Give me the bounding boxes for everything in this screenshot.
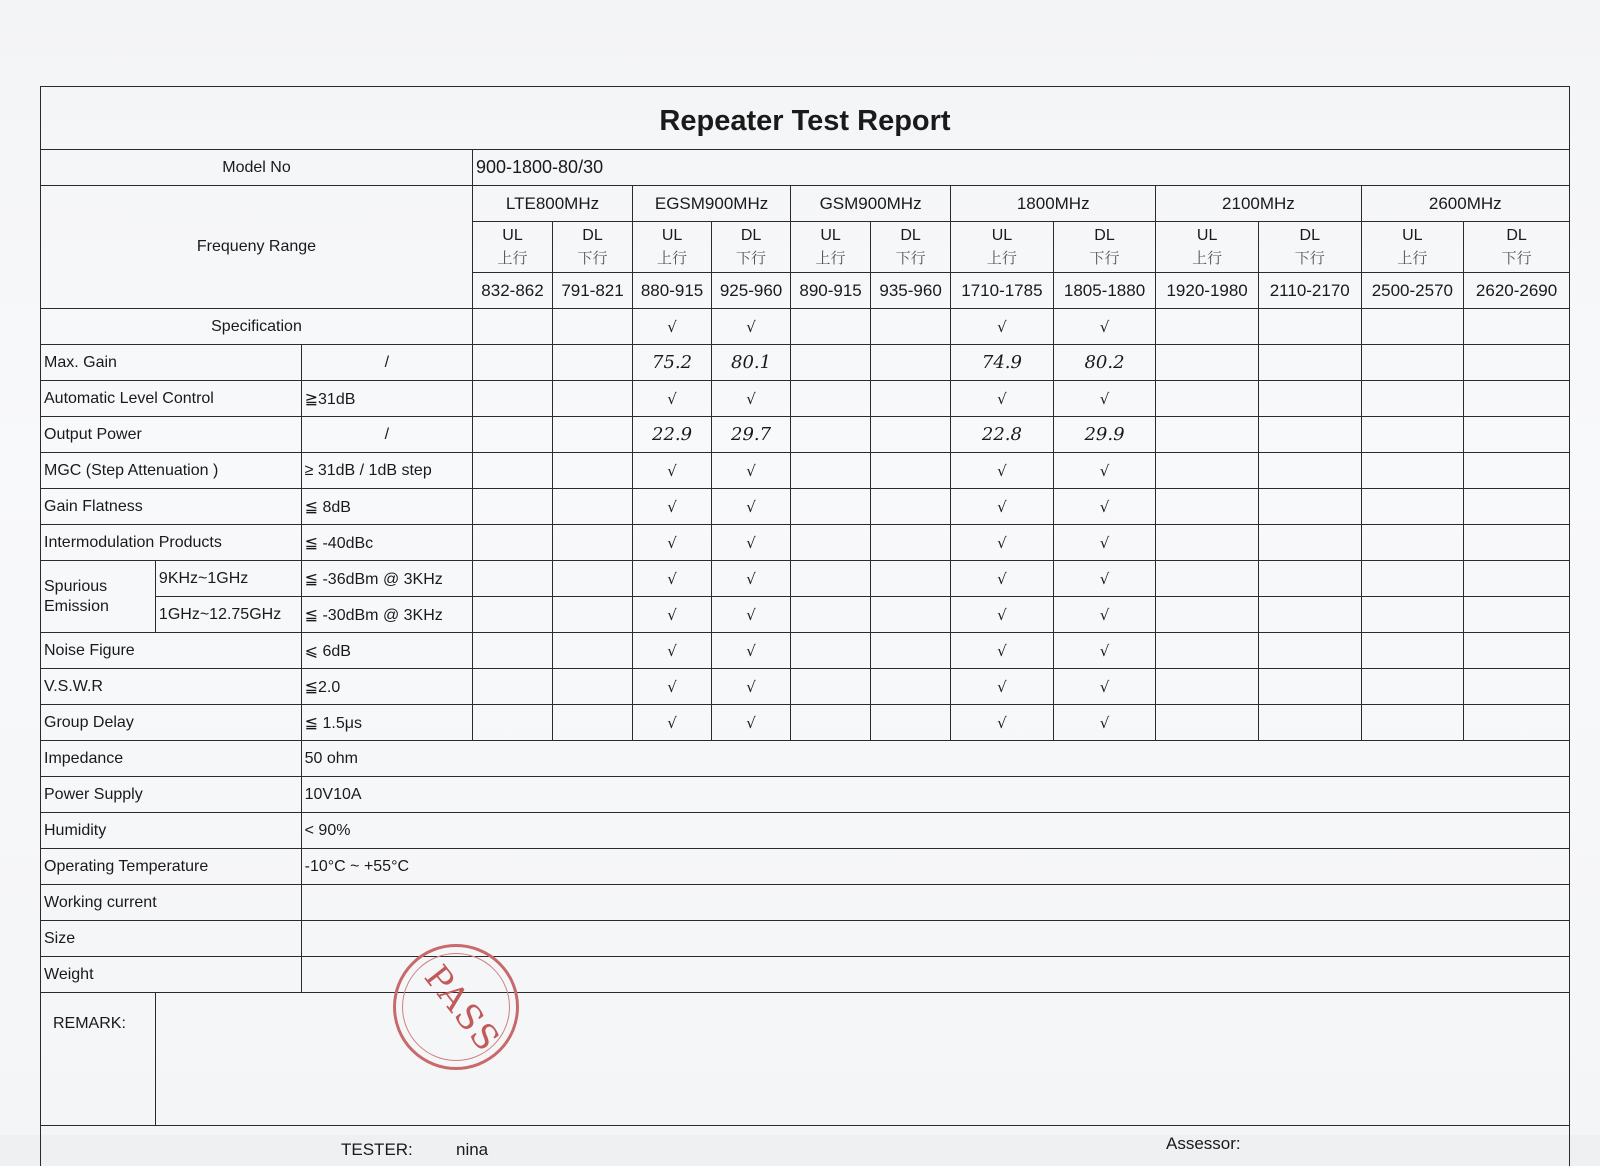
empty-cell <box>1361 453 1464 489</box>
remark-row <box>41 993 1570 1126</box>
spec-item-name: Gain Flatness <box>41 489 302 525</box>
empty-cell <box>871 453 951 489</box>
empty-cell <box>472 489 552 525</box>
ul-header <box>633 222 712 273</box>
empty-cell <box>871 633 951 669</box>
empty-cell <box>871 345 951 381</box>
spec-item-name: MGC (Step Attenuation ) <box>41 453 302 489</box>
empty-cell <box>553 561 633 597</box>
band-header: EGSM900MHz <box>633 186 791 222</box>
empty-cell <box>553 417 633 453</box>
test-report-table <box>40 86 1570 1166</box>
measured-value: 29.7 <box>712 417 791 453</box>
model-no-label: Model No <box>41 150 473 186</box>
check-mark: √ <box>712 453 791 489</box>
dl-label: DL <box>556 225 629 247</box>
check-mark: √ <box>712 705 791 741</box>
empty-cell <box>1156 489 1259 525</box>
empty-cell <box>1361 381 1464 417</box>
frequency-range-value: 1805-1880 <box>1053 273 1156 309</box>
band-header: 2100MHz <box>1156 186 1361 222</box>
check-mark: √ <box>951 669 1054 705</box>
check-mark: √ <box>951 489 1054 525</box>
empty-cell <box>553 525 633 561</box>
spurious-emission-label: Spurious Emission <box>41 561 156 633</box>
spec-item-requirement: ≦ -30dBm @ 3KHz <box>301 597 472 633</box>
empty-cell <box>472 561 552 597</box>
general-row <box>41 885 1570 921</box>
empty-cell <box>871 525 951 561</box>
empty-cell <box>1258 309 1361 345</box>
empty-cell <box>1156 669 1259 705</box>
spec-item-requirement: / <box>301 345 472 381</box>
check-mark: √ <box>712 381 791 417</box>
general-row <box>41 957 1570 993</box>
dl-header <box>712 222 791 273</box>
general-item-value: 10V10A <box>301 777 1569 813</box>
ul-label: UL <box>1365 225 1461 247</box>
empty-cell <box>1156 345 1259 381</box>
band-header: 1800MHz <box>951 186 1156 222</box>
spec-item-requirement: ≦ -40dBc <box>301 525 472 561</box>
spec-item-requirement: ≦ 1.5μs <box>301 705 472 741</box>
empty-cell <box>1156 705 1259 741</box>
frequency-range-value: 791-821 <box>553 273 633 309</box>
remark-label: REMARK: <box>41 993 156 1126</box>
model-no-value: 900-1800-80/30 <box>472 150 1569 186</box>
empty-cell <box>1258 705 1361 741</box>
empty-cell <box>791 561 871 597</box>
check-mark: √ <box>951 633 1054 669</box>
empty-cell <box>553 489 633 525</box>
check-mark: √ <box>1053 489 1156 525</box>
frequency-range-label: Frequeny Range <box>41 186 473 309</box>
frequency-range-value: 832-862 <box>472 273 552 309</box>
empty-cell <box>1156 309 1259 345</box>
check-mark: √ <box>1053 381 1156 417</box>
check-mark: √ <box>951 381 1054 417</box>
empty-cell <box>553 381 633 417</box>
empty-cell <box>791 669 871 705</box>
spec-item-requirement: / <box>301 417 472 453</box>
empty-cell <box>472 309 552 345</box>
spec-item-name: Group Delay <box>41 705 302 741</box>
check-mark: √ <box>633 561 712 597</box>
empty-cell <box>1258 669 1361 705</box>
empty-cell <box>791 489 871 525</box>
empty-cell <box>871 309 951 345</box>
empty-cell <box>1464 381 1570 417</box>
check-mark: √ <box>633 633 712 669</box>
frequency-range-value: 935-960 <box>871 273 951 309</box>
dl-zh-label: 下行 <box>874 247 947 269</box>
empty-cell <box>871 597 951 633</box>
empty-cell <box>1464 453 1570 489</box>
spec-check-mark: √ <box>633 309 712 345</box>
check-mark: √ <box>1053 525 1156 561</box>
empty-cell <box>1361 705 1464 741</box>
ul-label: UL <box>1159 225 1255 247</box>
pass-stamp <box>393 944 519 1070</box>
dl-label: DL <box>1262 225 1358 247</box>
empty-cell <box>553 705 633 741</box>
dl-header <box>1258 222 1361 273</box>
empty-cell <box>1464 633 1570 669</box>
frequency-range-value: 880-915 <box>633 273 712 309</box>
measured-value: 22.8 <box>951 417 1054 453</box>
empty-cell <box>1361 633 1464 669</box>
empty-cell <box>553 669 633 705</box>
ul-zh-label: 上行 <box>476 247 549 269</box>
frequency-range-value: 2110-2170 <box>1258 273 1361 309</box>
check-mark: √ <box>1053 561 1156 597</box>
empty-cell <box>871 669 951 705</box>
empty-cell <box>553 345 633 381</box>
ul-header <box>951 222 1054 273</box>
empty-cell <box>1258 453 1361 489</box>
measured-value: 29.9 <box>1053 417 1156 453</box>
check-mark: √ <box>633 489 712 525</box>
frequency-range-value: 1710-1785 <box>951 273 1054 309</box>
check-mark: √ <box>633 669 712 705</box>
frequency-range-value: 890-915 <box>791 273 871 309</box>
empty-cell <box>472 381 552 417</box>
spec-item-name: V.S.W.R <box>41 669 302 705</box>
empty-cell <box>1258 489 1361 525</box>
signature-row <box>41 1126 1570 1166</box>
dl-label: DL <box>1057 225 1153 247</box>
empty-cell <box>1361 561 1464 597</box>
dl-zh-label: 下行 <box>556 247 629 269</box>
empty-cell <box>472 417 552 453</box>
empty-cell <box>472 669 552 705</box>
general-item-value <box>301 921 1569 957</box>
check-mark: √ <box>951 561 1054 597</box>
frequency-range-value: 1920-1980 <box>1156 273 1259 309</box>
general-row <box>41 777 1570 813</box>
empty-cell <box>1464 597 1570 633</box>
spec-row <box>41 525 1570 561</box>
general-item-value <box>301 885 1569 921</box>
empty-cell <box>871 381 951 417</box>
empty-cell <box>1258 525 1361 561</box>
empty-cell <box>553 453 633 489</box>
assessor-label: Assessor: <box>1166 1134 1241 1154</box>
empty-cell <box>1361 669 1464 705</box>
spec-check-mark: √ <box>1053 309 1156 345</box>
band-header: 2600MHz <box>1361 186 1569 222</box>
spec-item-requirement: ≦ 8dB <box>301 489 472 525</box>
spec-row <box>41 705 1570 741</box>
ul-zh-label: 上行 <box>1159 247 1255 269</box>
dl-label: DL <box>874 225 947 247</box>
dl-header <box>1053 222 1156 273</box>
spec-item-name: Noise Figure <box>41 633 302 669</box>
empty-cell <box>1361 525 1464 561</box>
ul-header <box>1361 222 1464 273</box>
check-mark: √ <box>712 597 791 633</box>
frequency-range-value: 2500-2570 <box>1361 273 1464 309</box>
general-item-name: Operating Temperature <box>41 849 302 885</box>
empty-cell <box>1464 669 1570 705</box>
empty-cell <box>1258 633 1361 669</box>
check-mark: √ <box>633 705 712 741</box>
empty-cell <box>553 597 633 633</box>
empty-cell <box>1258 381 1361 417</box>
empty-cell <box>1156 597 1259 633</box>
empty-cell <box>1361 597 1464 633</box>
check-mark: √ <box>712 669 791 705</box>
general-row <box>41 813 1570 849</box>
ul-header <box>472 222 552 273</box>
spec-row <box>41 417 1570 453</box>
general-item-value: 50 ohm <box>301 741 1569 777</box>
empty-cell <box>472 597 552 633</box>
measured-value: 80.1 <box>712 345 791 381</box>
check-mark: √ <box>1053 633 1156 669</box>
spec-row <box>41 597 1570 633</box>
ul-label: UL <box>794 225 867 247</box>
general-item-name: Working current <box>41 885 302 921</box>
band-header: GSM900MHz <box>791 186 951 222</box>
remark-area <box>155 993 1569 1126</box>
check-mark: √ <box>712 525 791 561</box>
check-mark: √ <box>712 489 791 525</box>
spec-check-mark: √ <box>712 309 791 345</box>
check-mark: √ <box>633 525 712 561</box>
empty-cell <box>871 489 951 525</box>
ul-label: UL <box>476 225 549 247</box>
ul-label: UL <box>636 225 708 247</box>
empty-cell <box>472 633 552 669</box>
spec-check-mark: √ <box>951 309 1054 345</box>
check-mark: √ <box>1053 453 1156 489</box>
empty-cell <box>1361 489 1464 525</box>
ul-zh-label: 上行 <box>794 247 867 269</box>
empty-cell <box>791 381 871 417</box>
ul-header <box>1156 222 1259 273</box>
measured-value: 74.9 <box>951 345 1054 381</box>
empty-cell <box>1156 561 1259 597</box>
check-mark: √ <box>951 453 1054 489</box>
empty-cell <box>791 345 871 381</box>
general-row <box>41 849 1570 885</box>
empty-cell <box>472 525 552 561</box>
empty-cell <box>553 309 633 345</box>
dl-zh-label: 下行 <box>1057 247 1153 269</box>
empty-cell <box>472 453 552 489</box>
tester-label: TESTER: <box>341 1140 413 1160</box>
ul-zh-label: 上行 <box>954 247 1050 269</box>
empty-cell <box>1258 417 1361 453</box>
dl-zh-label: 下行 <box>715 247 787 269</box>
empty-cell <box>1156 417 1259 453</box>
empty-cell <box>791 633 871 669</box>
check-mark: √ <box>633 597 712 633</box>
spec-item-requirement: ⩽ 6dB <box>301 633 472 669</box>
spec-item-name: Output Power <box>41 417 302 453</box>
general-item-name: Weight <box>41 957 302 993</box>
dl-zh-label: 下行 <box>1262 247 1358 269</box>
empty-cell <box>1361 417 1464 453</box>
empty-cell <box>1361 345 1464 381</box>
empty-cell <box>1464 309 1570 345</box>
dl-header <box>1464 222 1570 273</box>
spec-row <box>41 489 1570 525</box>
dl-label: DL <box>715 225 787 247</box>
measured-value: 80.2 <box>1053 345 1156 381</box>
empty-cell <box>1361 309 1464 345</box>
check-mark: √ <box>951 597 1054 633</box>
empty-cell <box>791 705 871 741</box>
ul-zh-label: 上行 <box>636 247 708 269</box>
spec-item-name: Automatic Level Control <box>41 381 302 417</box>
frequency-range-value: 2620-2690 <box>1464 273 1570 309</box>
spurious-range: 9KHz~1GHz <box>155 561 301 597</box>
check-mark: √ <box>712 561 791 597</box>
tester-name: nina <box>456 1140 488 1160</box>
spec-row <box>41 633 1570 669</box>
empty-cell <box>791 309 871 345</box>
empty-cell <box>1464 417 1570 453</box>
report-title: Repeater Test Report <box>41 87 1570 150</box>
empty-cell <box>1464 561 1570 597</box>
frequency-range-value: 925-960 <box>712 273 791 309</box>
spec-item-name: Intermodulation Products <box>41 525 302 561</box>
empty-cell <box>1156 633 1259 669</box>
ul-zh-label: 上行 <box>1365 247 1461 269</box>
empty-cell <box>1258 561 1361 597</box>
measured-value: 75.2 <box>633 345 712 381</box>
general-item-value: < 90% <box>301 813 1569 849</box>
general-row <box>41 741 1570 777</box>
empty-cell <box>1464 525 1570 561</box>
spurious-range: 1GHz~12.75GHz <box>155 597 301 633</box>
empty-cell <box>553 633 633 669</box>
spec-item-requirement: ≥ 31dB / 1dB step <box>301 453 472 489</box>
empty-cell <box>1464 489 1570 525</box>
spec-row <box>41 345 1570 381</box>
empty-cell <box>1464 705 1570 741</box>
empty-cell <box>1156 525 1259 561</box>
spec-item-requirement: ≦2.0 <box>301 669 472 705</box>
spec-row <box>41 381 1570 417</box>
empty-cell <box>1156 381 1259 417</box>
dl-zh-label: 下行 <box>1467 247 1566 269</box>
check-mark: √ <box>633 381 712 417</box>
spec-row <box>41 453 1570 489</box>
check-mark: √ <box>951 525 1054 561</box>
ul-header <box>791 222 871 273</box>
check-mark: √ <box>633 453 712 489</box>
general-item-name: Humidity <box>41 813 302 849</box>
empty-cell <box>1258 597 1361 633</box>
band-header: LTE800MHz <box>472 186 632 222</box>
empty-cell <box>791 597 871 633</box>
specification-label: Specification <box>41 309 473 345</box>
check-mark: √ <box>951 705 1054 741</box>
empty-cell <box>871 561 951 597</box>
empty-cell <box>871 417 951 453</box>
dl-label: DL <box>1467 225 1566 247</box>
general-item-value: -10°C ~ +55°C <box>301 849 1569 885</box>
general-item-name: Size <box>41 921 302 957</box>
check-mark: √ <box>1053 669 1156 705</box>
ul-label: UL <box>954 225 1050 247</box>
empty-cell <box>791 417 871 453</box>
pass-stamp-text: PASS <box>415 957 508 1060</box>
empty-cell <box>472 705 552 741</box>
check-mark: √ <box>1053 597 1156 633</box>
spec-row <box>41 669 1570 705</box>
dl-header <box>871 222 951 273</box>
spec-item-name: Max. Gain <box>41 345 302 381</box>
empty-cell <box>791 525 871 561</box>
empty-cell <box>1464 345 1570 381</box>
empty-cell <box>1156 453 1259 489</box>
measured-value: 22.9 <box>633 417 712 453</box>
signature-area <box>41 1126 1570 1166</box>
general-item-name: Power Supply <box>41 777 302 813</box>
spec-item-requirement: ≧31dB <box>301 381 472 417</box>
empty-cell <box>871 705 951 741</box>
general-item-name: Impedance <box>41 741 302 777</box>
empty-cell <box>472 345 552 381</box>
spec-row <box>41 561 1570 597</box>
empty-cell <box>791 453 871 489</box>
dl-header <box>553 222 633 273</box>
empty-cell <box>1258 345 1361 381</box>
general-row <box>41 921 1570 957</box>
check-mark: √ <box>1053 705 1156 741</box>
check-mark: √ <box>712 633 791 669</box>
spec-item-requirement: ≦ -36dBm @ 3KHz <box>301 561 472 597</box>
